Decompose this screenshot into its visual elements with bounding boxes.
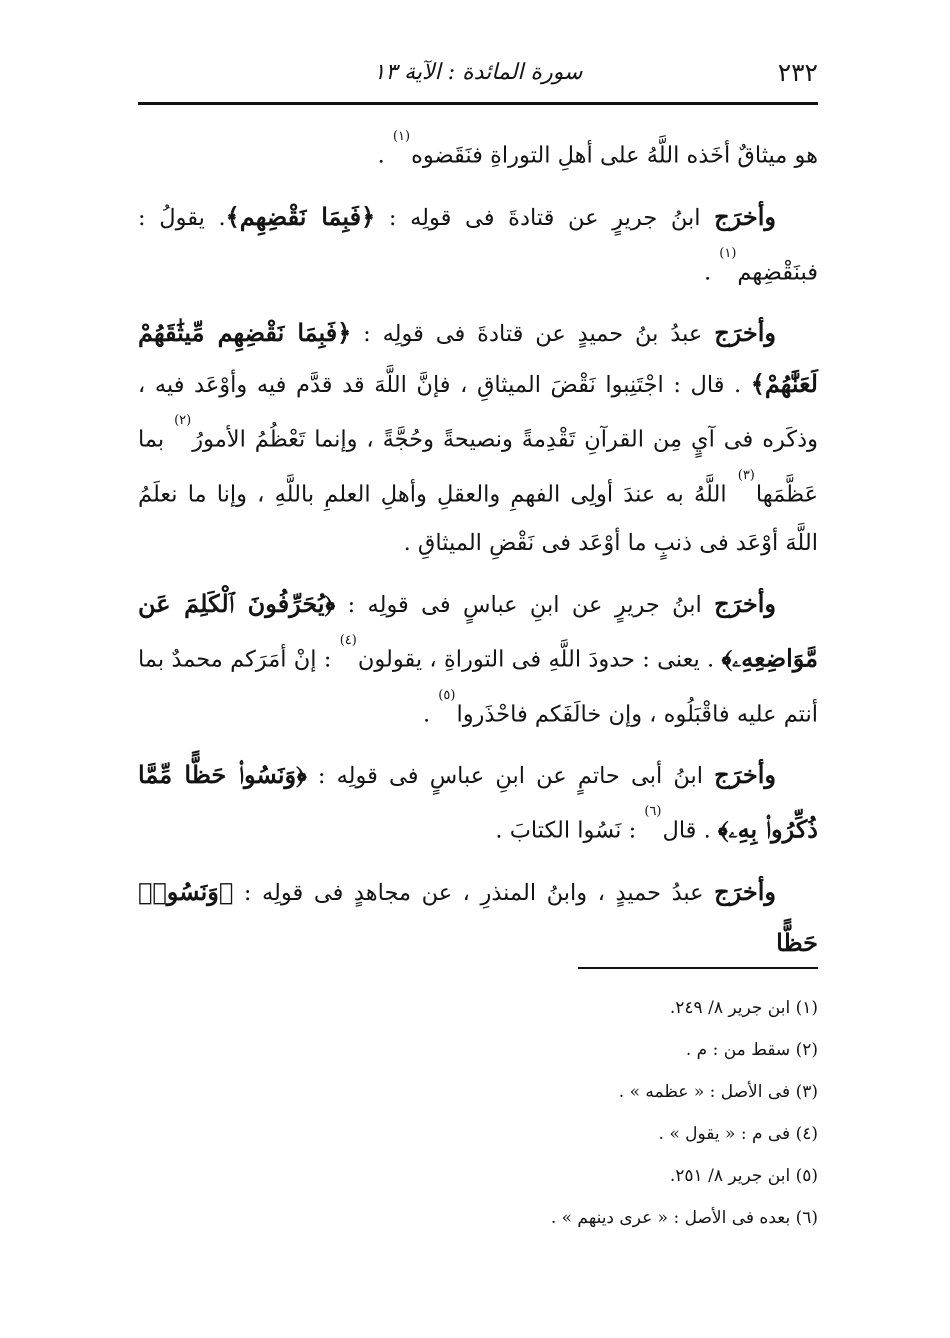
quran-verse: ﴿فَبِمَا نَقْضِهِم﴾ — [225, 201, 376, 231]
paragraph-text: . يعنى : حدودَ اللَّهِ فى التوراةِ ، يقولون — [357, 646, 722, 673]
footnote-ref: (٦) — [644, 804, 662, 819]
header-rule — [138, 102, 818, 105]
paragraph-lead: وأخرَج — [714, 760, 776, 789]
paragraph-text: . قال : اجْتَنِبوا نَقْضَ الميثاقِ ، فإنَّ اللَّهَ قد قدَّم فيه وأوْعَد فيه ، وذكَره فى آيٍ مِن القرآنِ تَقْدِمةً ونصيحةً وحُجَّةً ، وإنما تَعْظُمُ الأمورُ — [138, 372, 819, 453]
quran-verse: ﴿وَنَسُوا۟ حَظًّا — [138, 876, 818, 957]
paragraph-text: . — [422, 701, 438, 727]
paragraph-5 — [138, 750, 818, 856]
footnote-ref: (٣) — [737, 467, 755, 483]
footnote-4: (٤) فى م : « يقول » . — [658, 1124, 818, 1144]
footnote-ref: (٤) — [339, 633, 357, 648]
footnote-rule — [578, 967, 818, 969]
paragraph-lead: وأخرَج — [714, 318, 777, 347]
quran-verse: ﴿وَنَسُوا۟ حَظًّا مِّمَّا ذُكِّرُوا۟ بِهِۦ﴾ — [138, 760, 818, 844]
paragraph-text: ابنُ جريرٍ عن ابنِ عباسٍ فى قولِه : — [335, 592, 715, 618]
paragraph-text: . يقولُ : فبنَقْضِهم — [138, 204, 818, 285]
paragraph-text: ابنُ أبى حاتمٍ عن ابنِ عباسٍ فى قولِه : — [306, 763, 715, 789]
paragraph-text: عبدُ حميدٍ ، وابنُ المنذرِ ، عن مجاهدٍ فى قولِه : — [233, 879, 715, 906]
paragraph-lead: وأخرَج — [714, 589, 776, 618]
page-number: ٢٣٢ — [777, 58, 818, 87]
paragraph-text: بما عَظَّمَها — [138, 426, 818, 507]
footnote-ref: (١) — [392, 129, 411, 144]
paragraph-lead: وأخرَج — [714, 876, 776, 906]
paragraph-text: عبدُ بنُ حميدٍ عن قتادةَ فى قولِه : — [351, 321, 715, 347]
running-title: سورة المائدة : الآية ١٣ — [373, 60, 583, 85]
footnote-2: (٢) سقط من : م . — [685, 1040, 818, 1060]
paragraph-text: . — [703, 259, 719, 285]
paragraph-3 — [138, 308, 818, 568]
footnotes — [138, 987, 818, 1239]
paragraph-text: ابنُ جريرٍ عن قتادةَ فى قولِه : — [375, 204, 715, 231]
paragraph-text: : إنْ أمَرَكم محمدٌ بما أنتم عليه فاقْبَلُوه ، وإن خالَفَكم فاحْذَروا — [138, 646, 818, 727]
paragraph-text: اللَّهُ به عندَ أولِى الفهمِ والعقلِ وأهلِ العلمِ باللَّهِ ، وإنا ما نعلَمُ اللَّهَ أوْعَد فى ذنبٍ ما أوْعَد فى نَقْضِ الميثاقِ . — [138, 481, 818, 556]
paragraph-lead: وأخرَج — [714, 201, 776, 231]
quran-verse: ﴿فَبِمَا نَقْضِهِم مِّيثَٰقَهُمْ لَعَنَّٰهُمْ﴾ — [138, 318, 818, 398]
footnote-6: (٦) بعده فى الأصل : « عرى دينهم » . — [550, 1208, 818, 1228]
footnote-1: (١) ابن جرير ٨/ ٢٤٩. — [669, 998, 818, 1018]
quran-verse: ﴿يُحَرِّفُونَ ٱلْكَلِمَ عَن مَّوَاضِعِهِۦ﴾ — [138, 589, 818, 673]
paragraph-text: . — [377, 142, 392, 169]
footnote-3: (٣) فى الأصل : « عظمه » . — [618, 1082, 818, 1102]
paragraph-4 — [138, 579, 818, 739]
paragraph-2 — [138, 192, 818, 298]
paragraph-text: . قال — [662, 817, 718, 844]
footnote-ref: (١) — [719, 245, 737, 261]
paragraph-6 — [138, 867, 818, 969]
footnote-5: (٥) ابن جرير ٨/ ٢٥١. — [669, 1166, 818, 1186]
footnote-ref: (٥) — [438, 687, 456, 703]
paragraph-text: : نَسُوا الكتابَ . — [495, 817, 644, 844]
paragraph-1 — [138, 126, 818, 181]
paragraph-text: هو ميثاقٌ أخَذه اللَّهُ على أهلِ التوراةِ فنَقَضوه — [411, 142, 818, 169]
footnote-ref: (٢) — [174, 413, 192, 428]
page-header — [138, 52, 818, 96]
main-text — [138, 126, 818, 980]
